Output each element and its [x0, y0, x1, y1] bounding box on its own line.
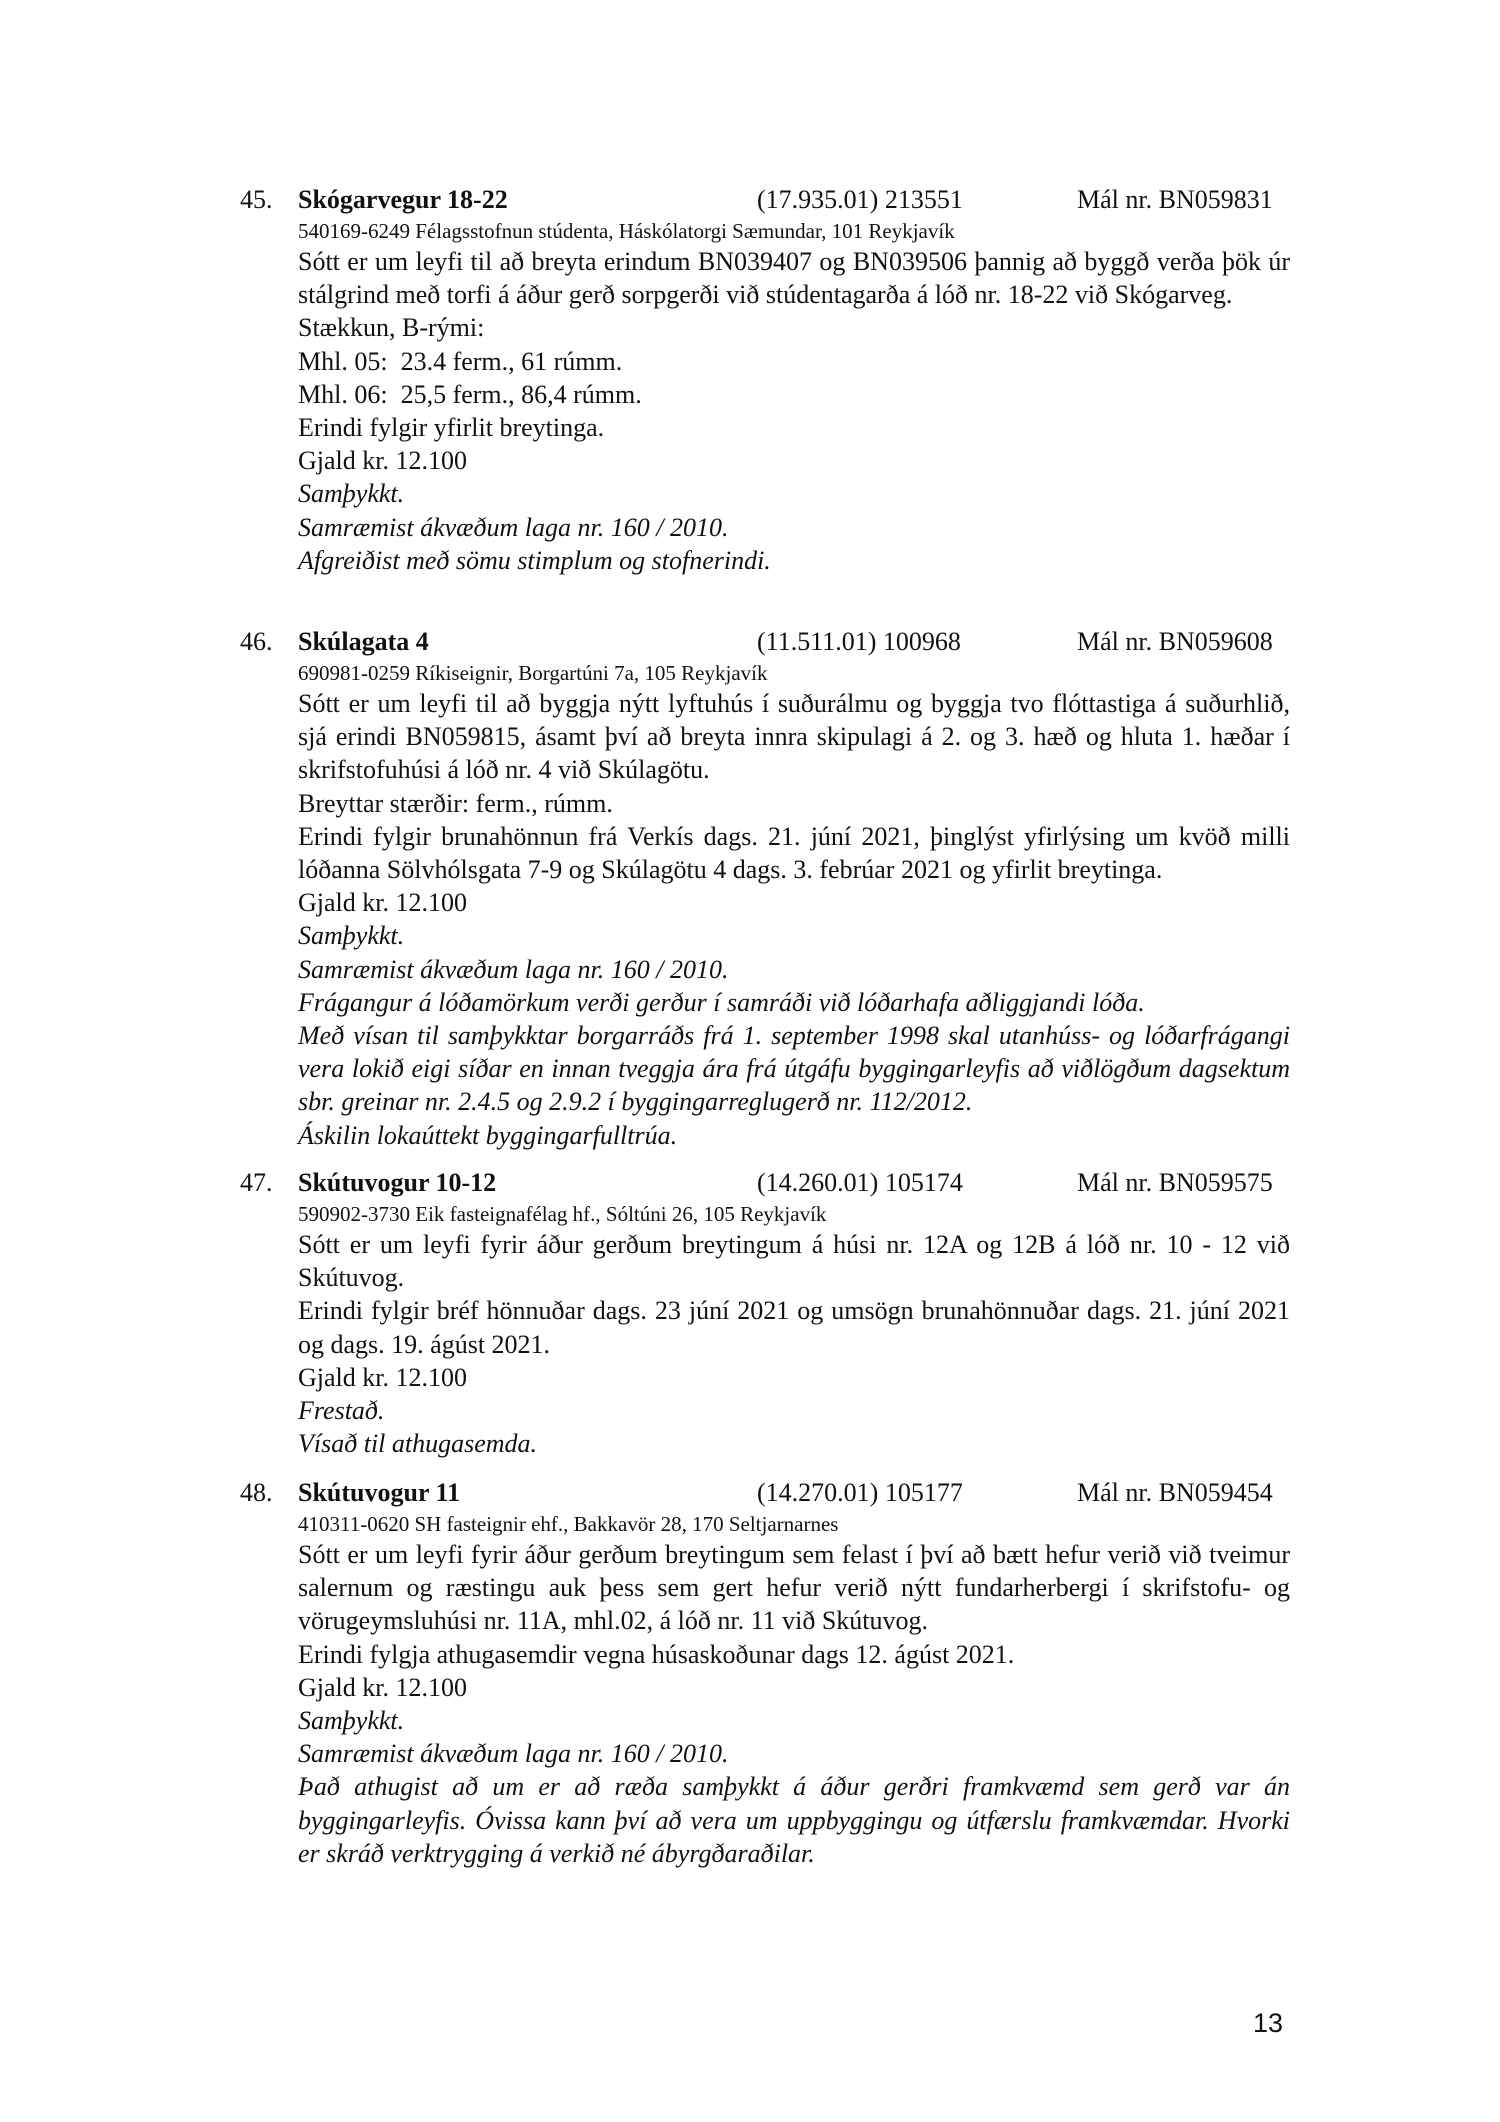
entry-land-ref: (14.270.01) 105177	[757, 1478, 963, 1507]
entry-line: Erindi fylgir brunahönnun frá Verkís dags. 21. júní 2021, þinglýst yfirlýsing um kvöð milli lóðanna Sölvhólsgata 7-9 og Skúlagötu 4 dags. 3. febrúar 2021 og yfirlit breytinga.	[298, 821, 1290, 885]
entry-owner: 590902-3730 Eik fasteignafélag hf., Sóltúni 26, 105 Reykjavík	[298, 1202, 827, 1226]
entry-body	[298, 1228, 1290, 1460]
entry-body	[298, 1538, 1290, 1870]
entry-fee: Gjald kr. 12.100	[298, 1362, 467, 1392]
entry-land-ref: (17.935.01) 213551	[757, 185, 963, 214]
case-entry-45	[0, 183, 1500, 577]
entry-owner: 540169-6249 Félagsstofnun stúdenta, Háskólatorgi Sæmundar, 101 Reykjavík	[298, 219, 955, 243]
entry-decision: Frestað.	[298, 1396, 385, 1426]
entry-owner: 690981-0259 Ríkiseignir, Borgartúni 7a, 105 Reykjavík	[298, 661, 768, 685]
entry-land-ref: (11.511.01) 100968	[757, 627, 961, 656]
entry-number: 48.	[240, 1478, 273, 1507]
entry-number: 47.	[240, 1168, 273, 1197]
entry-case-number: Mál nr. BN059575	[1077, 1168, 1273, 1197]
entry-land-ref: (14.260.01) 105174	[757, 1168, 963, 1197]
entry-decision-note: Samræmist ákvæðum laga nr. 160 / 2010.	[298, 512, 729, 542]
case-entry-48	[0, 1476, 1500, 1870]
entry-line: Erindi fylgir yfirlit breytinga.	[298, 413, 605, 443]
entry-address: Skógarvegur 18-22	[298, 185, 508, 214]
entry-description: Sótt er um leyfi fyrir áður gerðum breytingum sem felast í því að bætt hefur verið við tveimur salernum og ræstingu auk þess sem gert hefur verið nýtt fundarherbergi í skrifstofu- og vörugeymsluhúsi nr. 11A, mhl.02, á lóð nr. 11 við Skútuvog.	[298, 1540, 1290, 1636]
entry-line: Mhl. 06: 25,5 ferm., 86,4 rúmm.	[298, 379, 642, 409]
entry-decision-note: Afgreiðist með sömu stimplum og stofnerindi.	[298, 545, 771, 575]
entry-case-number: Mál nr. BN059454	[1077, 1478, 1273, 1507]
entry-body	[298, 245, 1290, 577]
entry-case-number: Mál nr. BN059831	[1077, 185, 1273, 214]
entry-decision-note: Samræmist ákvæðum laga nr. 160 / 2010.	[298, 1739, 729, 1769]
entry-decision-note: Áskilin lokaúttekt byggingarfulltrúa.	[298, 1120, 678, 1150]
case-entry-47	[0, 1166, 1500, 1460]
entry-description: Sótt er um leyfi til að breyta erindum BN039407 og BN039506 þannig að byggð verða þök úr stálgrind með torfi á áður gerð sorpgerði við stúdentagarða á lóð nr. 18-22 við Skógarveg.	[298, 247, 1290, 310]
entry-line: Erindi fylgir bréf hönnuðar dags. 23 júní 2021 og umsögn brunahönnuðar dags. 21. júní 2021 og dags. 19. ágúst 2021.	[298, 1296, 1290, 1359]
entry-decision-note: Vísað til athugasemda.	[298, 1429, 538, 1459]
entry-description: Sótt er um leyfi fyrir áður gerðum breytingum á húsi nr. 12A og 12B á lóð nr. 10 - 12 við Skútuvog.	[298, 1230, 1290, 1293]
entry-decision: Samþykkt.	[298, 1706, 405, 1736]
entry-decision-note: Samræmist ákvæðum laga nr. 160 / 2010.	[298, 954, 729, 984]
entry-line: Breyttar stærðir: ferm., rúmm.	[298, 788, 613, 818]
entry-body	[298, 687, 1290, 1152]
entry-description: Sótt er um leyfi til að byggja nýtt lyftuhús í suðurálmu og byggja tvo flóttastiga á suðurhlið, sjá erindi BN059815, ásamt því að breyta innra skipulagi á 2. og 3. hæð og hluta 1. hæðar í skrifstofuhúsi á lóð nr. 4 við Skúlagötu.	[298, 689, 1290, 785]
entry-line: Stækkun, B-rými:	[298, 313, 485, 343]
entry-header	[0, 1476, 1500, 1510]
entry-case-number: Mál nr. BN059608	[1077, 627, 1273, 656]
entry-line: Mhl. 05: 23.4 ferm., 61 rúmm.	[298, 346, 623, 376]
entry-line: Erindi fylgja athugasemdir vegna húsaskoðunar dags 12. ágúst 2021.	[298, 1639, 1015, 1669]
entry-address: Skútuvogur 11	[298, 1478, 461, 1507]
entry-fee: Gjald kr. 12.100	[298, 446, 467, 476]
entry-fee: Gjald kr. 12.100	[298, 888, 467, 918]
entry-decision-note: Með vísan til samþykktar borgarráðs frá 1. september 1998 skal utanhúss- og lóðarfrágangi vera lokið eigi síðar en innan tveggja ára frá útgáfu byggingarleyfis að viðlögðum dagsektum sbr. greinar nr. 2.4.5 og 2.9.2 í byggingarreglugerð nr. 112/2012.	[298, 1021, 1290, 1117]
case-entry-46	[0, 625, 1500, 1152]
entry-header	[0, 183, 1500, 217]
entry-decision-note: Það athugist að um er að ræða samþykkt á áður gerðri framkvæmd sem gerð var án byggingarleyfis. Óvissa kann því að vera um uppbyggingu og útfærslu framkvæmdar. Hvorki er skráð verktrygging á verkið né ábyrgðaraðilar.	[298, 1772, 1290, 1868]
entry-decision-note: Frágangur á lóðamörkum verði gerður í samráði við lóðarhafa aðliggjandi lóða.	[298, 987, 1145, 1017]
entry-decision: Samþykkt.	[298, 921, 405, 951]
entry-number: 45.	[240, 185, 273, 214]
page-number: 13	[1253, 2008, 1284, 2038]
entry-owner: 410311-0620 SH fasteignir ehf., Bakkavör 28, 170 Seltjarnarnes	[298, 1512, 839, 1536]
entry-header	[0, 625, 1500, 659]
entry-decision: Samþykkt.	[298, 479, 405, 509]
entry-address: Skútuvogur 10-12	[298, 1168, 497, 1197]
entry-header	[0, 1166, 1500, 1200]
entry-address: Skúlagata 4	[298, 627, 429, 656]
entry-number: 46.	[240, 627, 273, 656]
entry-fee: Gjald kr. 12.100	[298, 1672, 467, 1702]
